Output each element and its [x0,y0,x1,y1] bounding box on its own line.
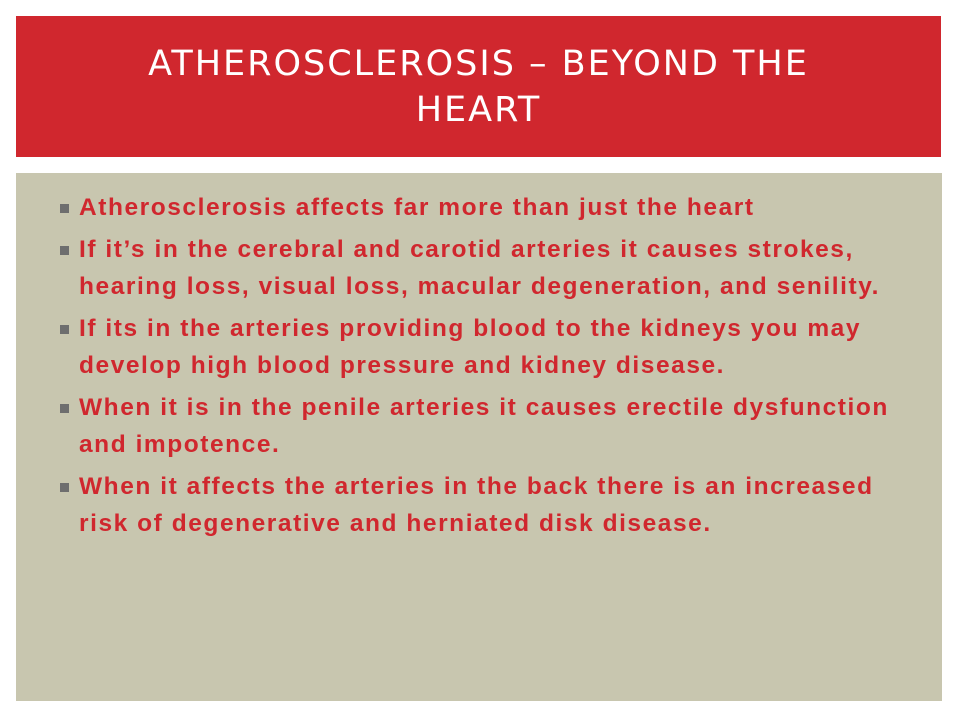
square-bullet-icon [60,483,69,492]
bullet-text: Atherosclerosis affects far more than just the heart [79,194,755,221]
bullet-text: If it’s in the cerebral and carotid arteries it causes strokes, hearing loss, visual loss, macular degeneration, and senility. [79,235,880,300]
square-bullet-icon [60,325,69,334]
bullet-item [56,231,916,306]
square-bullet-icon [60,246,69,255]
content-box [16,173,942,701]
bullet-text: When it is in the penile arteries it causes erectile dysfunction and impotence. [79,393,889,458]
slide-title: ATHEROSCLEROSIS – BEYOND THE HEART [148,43,809,130]
bullet-item [56,310,916,385]
bullet-item [56,189,916,227]
square-bullet-icon [60,204,69,213]
square-bullet-icon [60,404,69,413]
bullet-text: When it affects the arteries in the back there is an increased risk of degenerative and herniated disk disease. [79,472,874,537]
title-bar [16,16,941,157]
bullet-list [56,189,916,547]
bullet-text: If its in the arteries providing blood to the kidneys you may develop high blood pressure and kidney disease. [79,314,862,379]
bullet-item [56,389,916,464]
bullet-item [56,468,916,543]
